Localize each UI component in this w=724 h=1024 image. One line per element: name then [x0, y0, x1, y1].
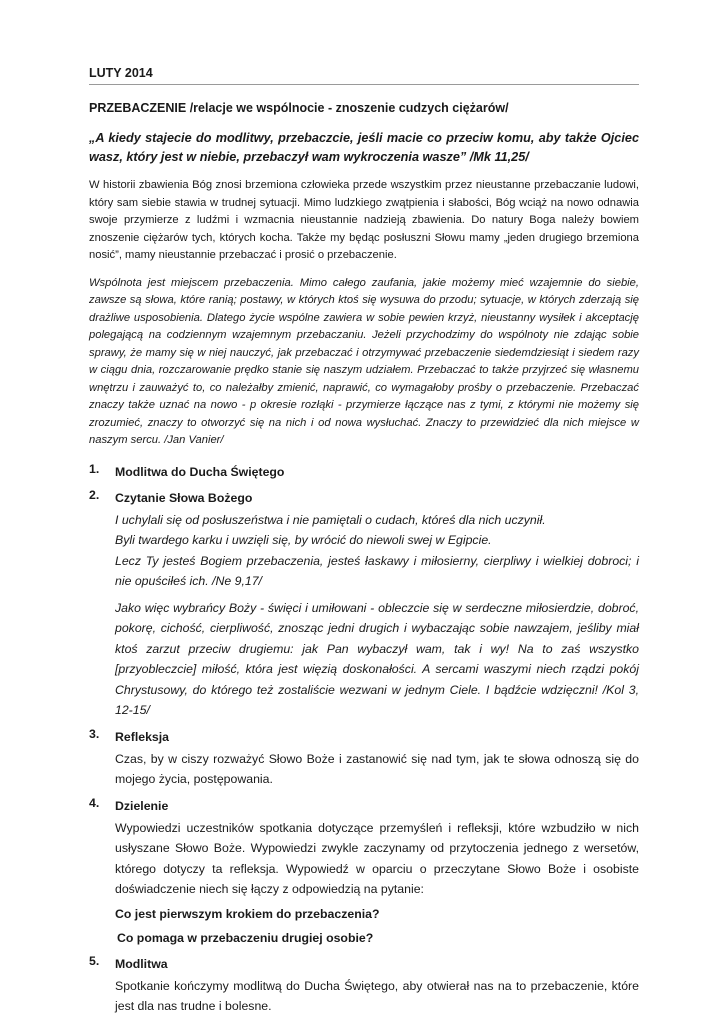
discussion-question: Co pomaga w przebaczeniu drugiej osobie?	[117, 930, 374, 945]
list-item	[89, 796, 639, 948]
reading-line: Lecz Ty jesteś Bogiem przebaczenia, jesteś łaskawy i miłosierny, cierpliwy i wielkiej dobroci; i nie opuściłeś ich. /Ne 9,17/	[115, 553, 639, 588]
item-number: 4.	[89, 795, 100, 810]
scripture-quote: „A kiedy stajecie do modlitwy, przebaczcie, jeśli macie co przeciw komu, aby także Ojciec wasz, który jest w niebie, przebaczył wam wykroczenia wasze” /Mk 11,25/	[89, 131, 639, 164]
item-title: Refleksja	[115, 729, 170, 744]
item-title: Dzielenie	[115, 798, 169, 813]
list-item	[89, 954, 639, 1017]
header-divider	[89, 84, 639, 85]
item-title: Czytanie Słowa Bożego	[115, 490, 253, 505]
meeting-steps-list	[89, 462, 639, 1017]
document-page	[89, 58, 639, 1017]
item-number: 1.	[89, 461, 100, 476]
discussion-question: Co jest pierwszym krokiem do przebaczenia?	[115, 906, 380, 921]
reading-passage: Jako więc wybrańcy Boży - święci i umiłowani - obleczcie się w serdeczne miłosierdzie, dobroć, pokorę, cichość, cierpliwość, znosząc jedni drugich i wybaczając sobie nawzajem, jeśliby miał ktoś zarzut przeciw drugiemu: jak Pan wybaczył wam, tak i wy! Na to zaś wszystko [przyobleczcie] miłość, która jest więzią doskonałości. A sercami waszymi niech rządzi pokój Chrystusowy, do którego też zostaliście wezwani w jednym Ciele. I bądźcie wdzięczni! /Kol 3, 12-15/	[115, 600, 639, 717]
item-number: 3.	[89, 726, 100, 741]
list-item	[89, 462, 639, 482]
item-number: 5.	[89, 953, 100, 968]
list-item	[89, 488, 639, 721]
item-text: Spotkanie kończymy modlitwą do Ducha Świętego, aby otwierał nas na to przebaczenie, które jest dla nas trudne i bolesne.	[115, 978, 639, 1013]
item-text: Wypowiedzi uczestników spotkania dotyczące przemyśleń i refleksji, które wzbudziło w nich usłyszane Słowo Boże. Wypowiedzi zwykle zaczynamy od przytoczenia jednego z wersetów, którego dotyczy ta refleksja. Wypowiedź w oparciu o przeczytane Słowo Boże i osobiste doświadczenie niech się łączy z odpowiedzią na pytanie:	[115, 820, 639, 896]
reading-line: Byli twardego karku i uwzięli się, by wrócić do niewoli swej w Egipcie.	[115, 533, 492, 547]
item-number: 2.	[89, 487, 100, 502]
item-text: Czas, by w ciszy rozważyć Słowo Boże i zastanowić się nad tym, jak te słowa odnoszą się do mojego życia, postępowania.	[115, 751, 639, 786]
list-item	[89, 727, 639, 790]
intro-paragraph: W historii zbawienia Bóg znosi brzemiona człowieka przede wszystkim przez nieustanne przebaczanie ludowi, który sam siebie stawia w trudnej sytuacji. Mimo ludzkiego zwątpienia i słabości, Bóg wciąż na nowo odnawia swoje przymierze z ludźmi i wzmacnia nieustannie nadzieją zbawienia. Do natury Boga należy bowiem znoszenie ciężarów tych, których kocha. Także my będąc posłuszni Słowu mamy „jeden drugiego brzemiona nosić”, mamy nieustannie przebaczać i prosić o przebaczenie.	[89, 179, 639, 261]
reading-line: I uchylali się od posłuszeństwa i nie pamiętali o cudach, któreś dla nich uczynił.	[115, 512, 546, 527]
document-title: PRZEBACZENIE /relacje we wspólnocie - znoszenie cudzych ciężarów/	[89, 101, 509, 115]
document-date: LUTY 2014	[89, 66, 153, 80]
item-title: Modlitwa	[115, 956, 168, 971]
vanier-quote: Wspólnota jest miejscem przebaczenia. Mimo całego zaufania, jakie możemy mieć wzajemnie do siebie, zawsze są słowa, które ranią; postawy, w których ktoś się wysuwa do przodu; sytuacje, w których zderzają się drażliwe usposobienia. Dlatego życie wspólne zawiera w sobie pewien krzyż, nieustanny wysiłek i akceptację polegającą na codziennym wzajemnym przebaczaniu. Jeżeli przychodzimy do wspólnoty nie zdając sobie sprawy, że mamy się w niej nauczyć, jak przebaczać i otrzymywać przebaczenie siedemdziesiąt i siedem razy w ciągu dnia, rozczarowanie prędko stanie się naszym udziałem. Przebaczać to także przyjrzeć się własnemu wnętrzu i zauważyć to, co należałby zmienić, naprawić, co wymagałoby prośby o przebaczenie. Przebaczać znaczy także uznać na nowo - p okresie rozłąki - przymierze łączące nas z tymi, z którymi nie możemy się zrozumieć, znaczy to otworzyć się na nich i od nowa wysłuchać. Znaczy to przewidzieć dla nich miejsce w naszym sercu. /Jan Vanier/	[89, 276, 639, 446]
item-title: Modlitwa do Ducha Świętego	[115, 464, 285, 479]
